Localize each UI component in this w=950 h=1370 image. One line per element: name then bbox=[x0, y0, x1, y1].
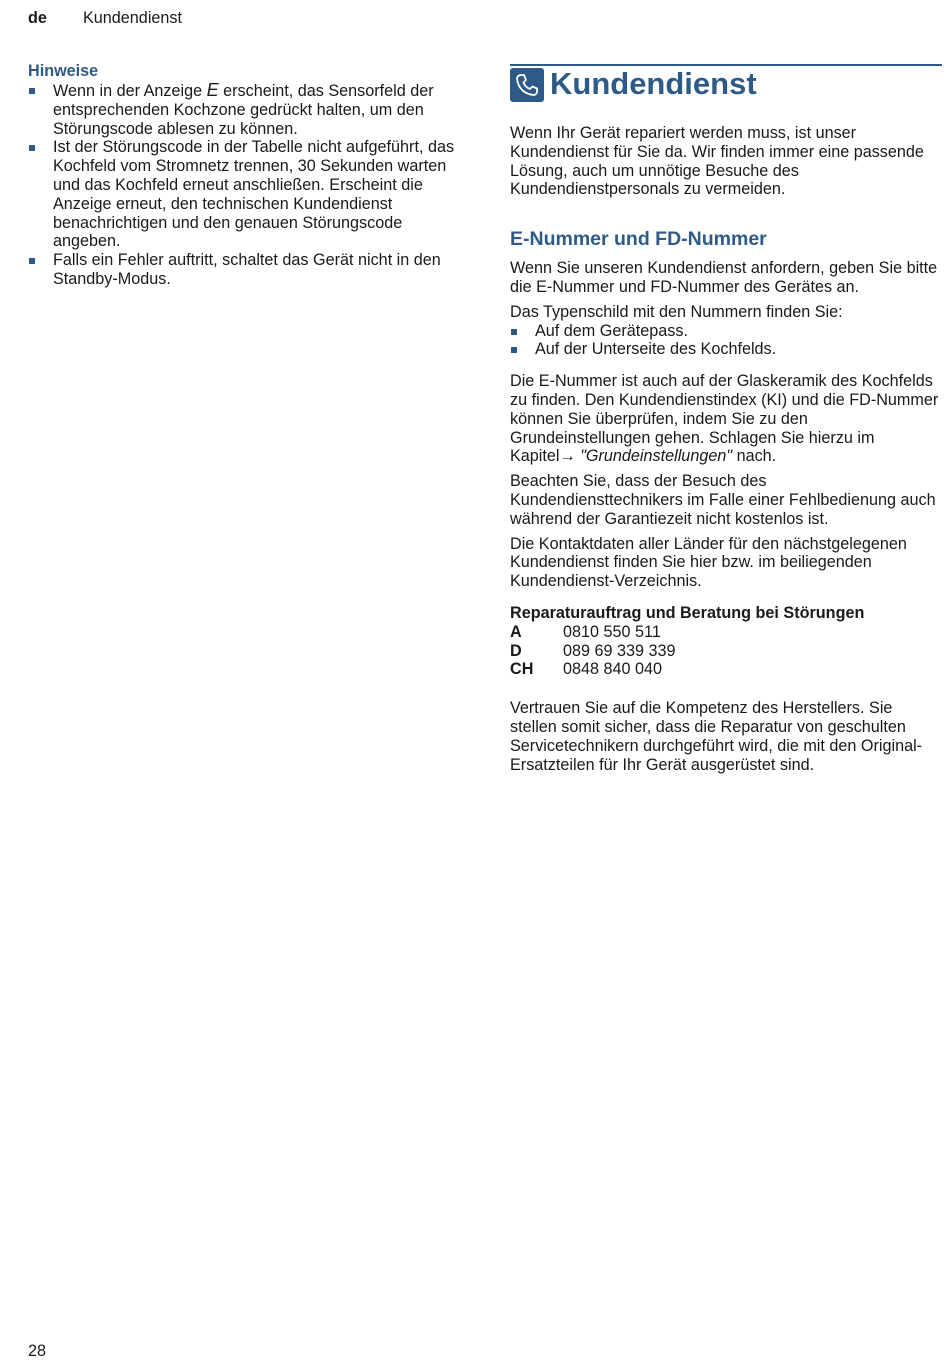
intro-paragraph: Wenn Ihr Gerät repariert werden muss, ist unser Kundendienst für Sie da. Wir finden immer eine passende Lösung, auch um unnötige Besuche des Kundendienstpersonals zu vermeiden. bbox=[510, 124, 924, 199]
header-section: Kundendienst bbox=[83, 9, 183, 27]
contact-row bbox=[510, 642, 942, 661]
chapter-link[interactable]: "Grundeinstellungen" bbox=[580, 447, 733, 466]
service-section bbox=[510, 62, 942, 774]
country-code: A bbox=[510, 622, 522, 641]
country-code: CH bbox=[510, 660, 534, 679]
contacts-title: Reparaturauftrag und Beratung bei Störungen bbox=[510, 603, 865, 622]
page-number: 28 bbox=[28, 1342, 47, 1360]
phone-number: 0810 550 511 bbox=[563, 622, 661, 641]
notes-block bbox=[28, 62, 468, 289]
contact-row bbox=[510, 660, 942, 679]
note-text: Ist der Störungscode in der Tabelle nicht aufgeführt, das Kochfeld vom Stromnetz trennen, 30 Sekunden warten und das Kochfeld erneut anschließen. Erscheint die Anzeige erneut, den technischen Kundendienst benachrichtigen und den genauen Störungscode angeben. bbox=[53, 138, 455, 251]
note-text: Falls ein Fehler auftritt, schaltet das Gerät nicht in den Standby-Modus. bbox=[53, 251, 441, 288]
bullet-icon bbox=[511, 347, 517, 353]
list-item bbox=[510, 322, 942, 341]
list-item bbox=[510, 340, 942, 359]
paragraph-text: nach. bbox=[736, 447, 777, 466]
note-item bbox=[28, 138, 468, 251]
arrow-icon: → bbox=[559, 447, 576, 466]
page-header bbox=[28, 9, 182, 28]
country-code: D bbox=[510, 641, 522, 660]
error-display-symbol: E bbox=[206, 80, 219, 100]
paragraph: Die Kontaktdaten aller Länder für den nächstgelegenen Kundendienst finden Sie hier bzw. im beiliegenden Kundendienst-Verzeichnis. bbox=[510, 534, 907, 591]
subsection-title: E-Nummer und FD-Nummer bbox=[510, 228, 767, 251]
note-item bbox=[28, 251, 468, 289]
list-item-text: Auf dem Gerätepass. bbox=[535, 321, 688, 340]
note-text: erscheint, das Sensorfeld der entsprechenden Kochzone gedrückt halten, um den Störungscode ablesen zu können. bbox=[53, 82, 434, 138]
note-text: Wenn in der Anzeige bbox=[53, 82, 203, 100]
notes-title: Hinweise bbox=[28, 62, 99, 80]
list-item-text: Auf der Unterseite des Kochfelds. bbox=[535, 340, 777, 359]
location-list bbox=[510, 322, 942, 360]
paragraph: Das Typenschild mit den Nummern finden Sie: bbox=[510, 302, 843, 321]
paragraph-text: Die E-Nummer ist auch auf der Glaskeramik des Kochfelds zu finden. Den Kundendienstindex (KI) und die FD-Nummer können Sie überprüfen, indem Sie zu den Grundeinstellungen gehen. Schlagen Sie hierzu im Kapitel bbox=[510, 372, 939, 466]
paragraph: Wenn Sie unseren Kundendienst anfordern, geben Sie bitte die E-Nummer und FD-Nummer des Gerätes an. bbox=[510, 259, 938, 296]
section-heading bbox=[510, 64, 942, 104]
bullet-icon bbox=[29, 88, 35, 94]
paragraph: Vertrauen Sie auf die Kompetenz des Herstellers. Sie stellen somit sicher, dass die Reparatur von geschulten Servicetechnikern durchgeführt wird, die mit den Original-Ersatzteilen für Ihr Gerät ausgerüstet sind. bbox=[510, 699, 923, 774]
notes-list bbox=[28, 81, 468, 289]
paragraph: Beachten Sie, dass der Besuch des Kundendiensttechnikers im Falle einer Fehlbedienung auch während der Garantiezeit nicht kostenlos ist. bbox=[510, 472, 936, 528]
phone-number: 089 69 339 339 bbox=[563, 641, 676, 660]
contacts-block bbox=[510, 604, 942, 679]
bullet-icon bbox=[29, 258, 35, 264]
phone-number: 0848 840 040 bbox=[563, 660, 663, 679]
section-title: Kundendienst bbox=[550, 66, 757, 101]
phone-icon bbox=[510, 68, 544, 102]
note-item bbox=[28, 81, 468, 138]
bullet-icon bbox=[511, 329, 517, 335]
contact-row bbox=[510, 623, 942, 642]
header-lang: de bbox=[28, 9, 47, 27]
bullet-icon bbox=[29, 145, 35, 151]
paragraph bbox=[510, 372, 942, 466]
